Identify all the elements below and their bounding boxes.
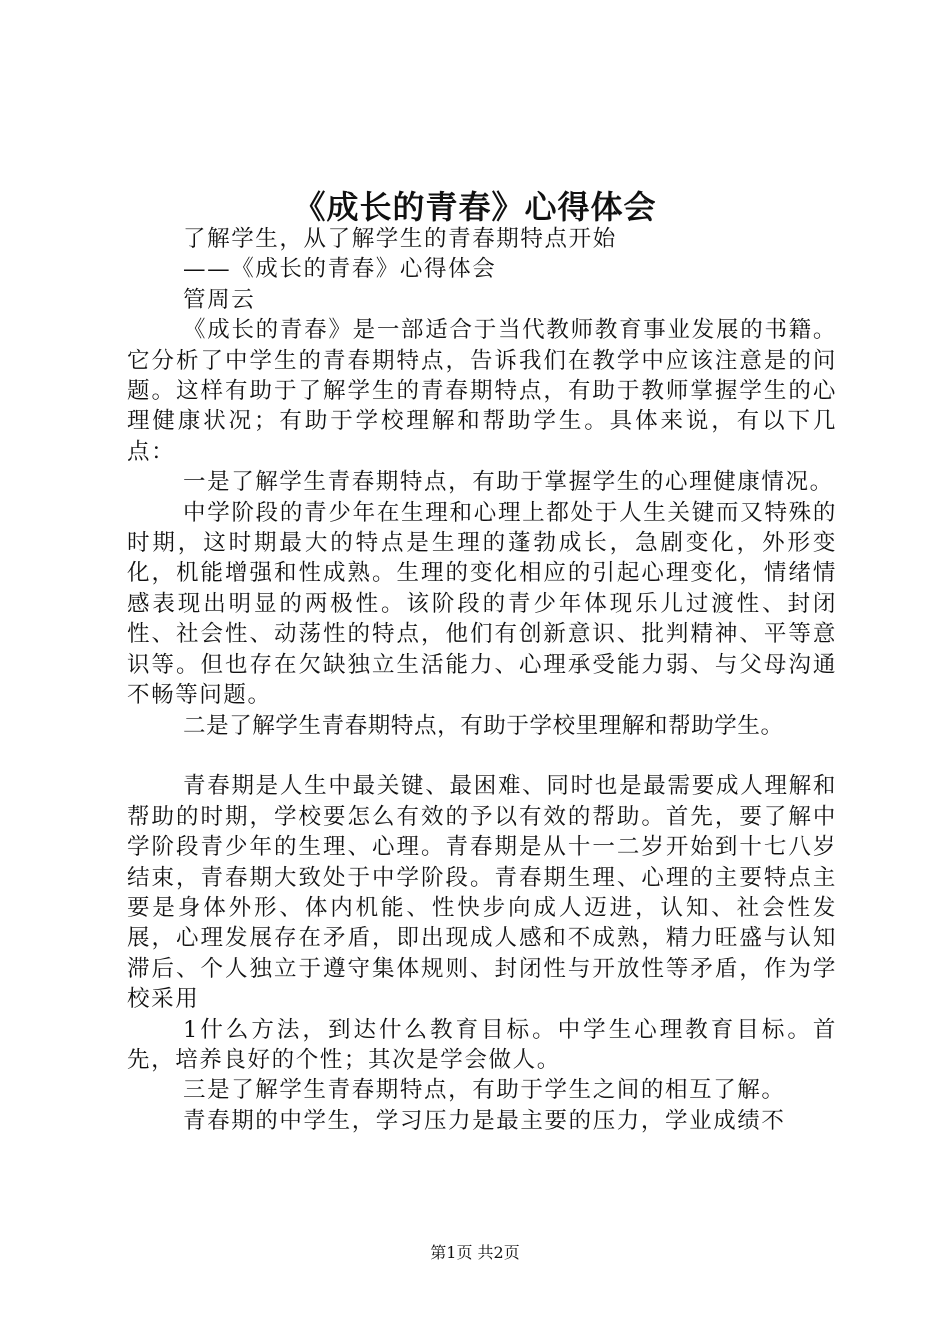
subtitle: 了解学生，从了解学生的青春期特点开始 bbox=[183, 226, 617, 252]
body-paragraph: 青春期是人生中最关键、最困难、同时也是最需要成人理解和帮助的时期，学校要怎么有效的予以有效的帮助。首先，要了解中学阶段青少年的生理、心理。青春期是从十一二岁开始到十七八岁结束，青春期大致处于中学阶段。青春期生理、心理的主要特点主要是身体外形、体内机能、性快步向成人迈进，认知、社会性发展，心理发展存在矛盾，即出现成人感和不成熟，精力旺盛与认知滞后、个人独立于遵守集体规则、封闭性与开放性等矛盾，作为学校采用 bbox=[127, 773, 837, 1013]
body-paragraph: 一是了解学生青春期特点，有助于掌握学生的心理健康情况。 bbox=[183, 469, 834, 496]
blank-line bbox=[127, 741, 837, 771]
author-name: 管周云 bbox=[183, 286, 256, 313]
body-paragraph: 《成长的青春》是一部适合于当代教师教育事业发展的书籍。它分析了中学生的青春期特点，告诉我们在教学中应该注意是的问题。这样有助于了解学生的青春期特点，有助于教师掌握学生的心理健康状况；有助于学校理解和帮助学生。具体来说，有以下几点： bbox=[127, 317, 837, 465]
subtitle-suffix: ——《成长的青春》心得体会 bbox=[183, 256, 497, 283]
body-paragraph: 青春期的中学生，学习压力是最主要的压力，学业成绩不 bbox=[183, 1107, 786, 1134]
document-title: 《成长的青春》心得体会 bbox=[293, 188, 657, 226]
page-footer: 第1页 共2页 bbox=[430, 1243, 520, 1262]
document-body bbox=[127, 224, 837, 1136]
body-paragraph: 三是了解学生青春期特点，有助于学生之间的相互了解。 bbox=[183, 1077, 786, 1104]
body-paragraph: 中学阶段的青少年在生理和心理上都处于人生关键而又特殊的时期，这时期最大的特点是生理的蓬勃成长，急剧变化，外形变化，机能增强和性成熟。生理的变化相应的引起心理变化，情绪情感表现出明显的两极性。该阶段的青少年体现乐儿过渡性、封闭性、社会性、动荡性的特点，他们有创新意识、批判精神、平等意识等。但也存在欠缺独立生活能力、心理承受能力弱、与父母沟通不畅等问题。 bbox=[127, 499, 837, 709]
body-paragraph: 1什么方法，到达什么教育目标。中学生心理教育目标。首先，培养良好的个性；其次是学会做人。 bbox=[127, 1016, 837, 1073]
body-paragraph: 二是了解学生青春期特点，有助于学校里理解和帮助学生。 bbox=[183, 712, 784, 739]
